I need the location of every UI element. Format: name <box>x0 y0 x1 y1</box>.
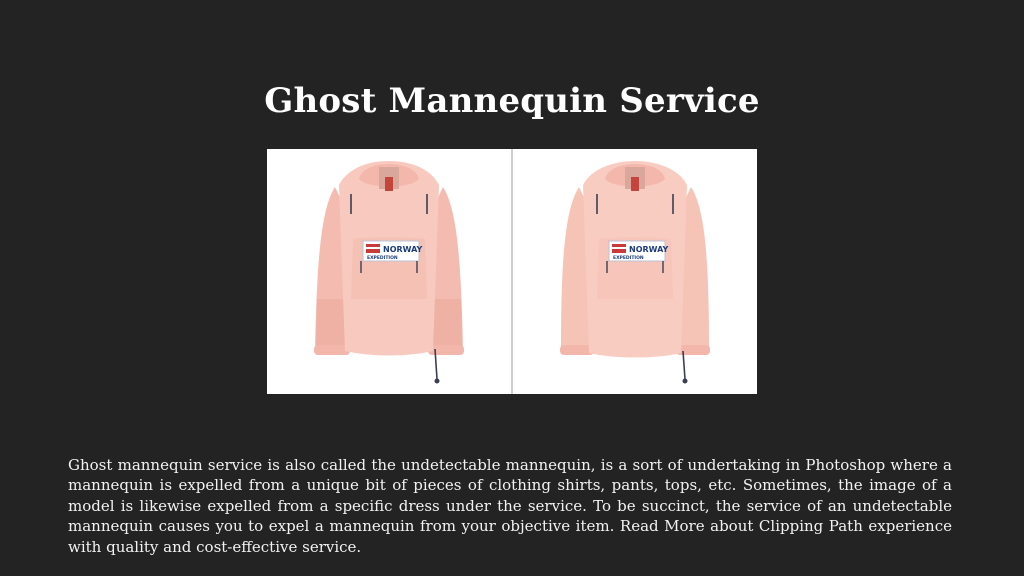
after-badge-sub: EXPEDITION <box>613 256 644 261</box>
after-image-panel <box>513 149 757 394</box>
jacket-ghost-mannequin-image <box>513 149 757 394</box>
before-after-image <box>267 149 757 394</box>
before-badge-sub: EXPEDITION <box>367 256 398 261</box>
after-badge-brand: NORWAY <box>629 245 669 254</box>
description-paragraph: Ghost mannequin service is also called the undetectable mannequin, is a sort of undertaking in Photoshop where a mannequin is expelled from a unique bit of pieces of clothing shirts, pants, tops, etc. Sometimes, the image of a model is likewise expelled from a specific dress under the service. To be succinct, the service of an undetectable mannequin causes you to expel a mannequin from your objective item. Read More about Clipping Path experience with quality and cost-effective service. <box>68 456 952 556</box>
jacket-on-mannequin-image <box>267 149 511 394</box>
before-badge-brand: NORWAY <box>383 245 423 254</box>
before-image-panel <box>267 149 511 394</box>
slide-title: Ghost Mannequin Service <box>264 80 760 121</box>
